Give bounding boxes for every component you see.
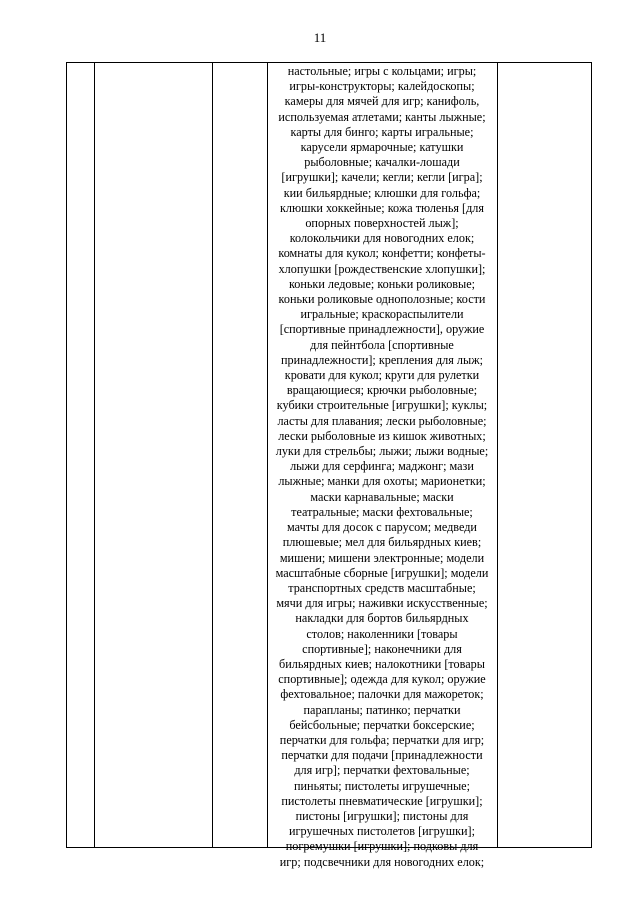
cell-text-line: хлопушки [рождественские хлопушки]; (278, 261, 486, 276)
cell-text-line: бильярдных киев; налокотники [товары (279, 656, 485, 671)
cell-text-line: вращающиеся; крючки рыболовные; (286, 383, 478, 398)
cell-text-line: коньки роликовые однополозные; кости (278, 292, 486, 307)
cell-text-line: плюшевые; мел для бильярдных киев; (282, 535, 482, 550)
cell-text-line: накладки для бортов бильярдных (295, 611, 469, 626)
cell-text-line: используемая атлетами; канты лыжные; (278, 109, 486, 124)
cell-text-line: карусели ярмарочные; катушки (300, 140, 464, 155)
cell-text-line: мишени; мишени электронные; модели (279, 550, 485, 565)
cell-text-line: кии бильярдные; клюшки для гольфа; (283, 185, 481, 200)
cell-text-line: игры-конструкторы; калейдоскопы; (289, 79, 475, 94)
cell-text-line: пистоны [игрушки]; пистоны для (295, 808, 469, 823)
cell-text-line: перчатки для подачи [принадлежности (281, 748, 483, 763)
cell-text-line: [спортивные принадлежности], оружие (279, 322, 485, 337)
cell-text-line: лески рыболовные из кишок животных; (278, 428, 486, 443)
cell-text-line: луки для стрельбы; лыжи; лыжи водные; (275, 444, 489, 459)
cell-text-line: [игрушки]; качели; кегли; кегли [игра]; (281, 170, 483, 185)
cell-text-line: камеры для мячей для игр; канифоль, (284, 94, 480, 109)
page-number: 11 (313, 30, 327, 45)
cell-text-line: парапланы; патинко; перчатки (303, 702, 461, 717)
cell-text-line: коньки ледовые; коньки роликовые; (288, 276, 476, 291)
cell-text-line: кубики строительные [игрушки]; куклы; (276, 398, 488, 413)
cell-text-line: транспортных средств масштабные; (288, 580, 476, 595)
cell-text-line: опорных поверхностей лыж]; (305, 216, 459, 231)
goods-table (66, 62, 592, 869)
cell-text-line: настольные; игры с кольцами; игры; (287, 64, 477, 78)
cell-text-line: игральные; краскораспылители (300, 307, 464, 322)
cell-text-line: колокольчики для новогодних елок; (289, 231, 475, 246)
cell-text-line: перчатки для гольфа; перчатки для игр; (279, 732, 485, 747)
cell-text-line: спортивные]; одежда для кукол; оружие (278, 672, 486, 687)
cell-text-line: фехтовальное; палочки для мажореток; (280, 687, 484, 702)
cell-text-line: пиньяты; пистолеты игрушечные; (294, 778, 470, 793)
cell-text-line: театральные; маски фехтовальные; (291, 504, 473, 519)
cell-text-line: маски карнавальные; маски (310, 489, 454, 504)
cell-text-line: игр; подсвечники для новогодних елок; (279, 854, 485, 869)
cell-text-line: для игр]; перчатки фехтовальные; (294, 763, 470, 778)
cell-text-line: столов; наколенники [товары (306, 626, 458, 641)
cell-text-line: мячи для игры; наживки искусственные; (276, 596, 488, 611)
cell-text-line: лыжи для серфинга; маджонг; мази (290, 459, 474, 474)
cell-text-line: клюшки хоккейные; кожа тюленья [для (280, 200, 484, 215)
cell-text-line: для пейнтбола [спортивные (310, 337, 454, 352)
cell-text-line: принадлежности]; крепления для лыж; (281, 352, 483, 367)
cell-text-line: мачты для досок с парусом; медведи (287, 520, 477, 535)
cell-text-line: карты для бинго; карты игральные; (290, 124, 474, 139)
cell-text-line: пистолеты пневматические [игрушки]; (281, 793, 483, 808)
column-divider (212, 63, 213, 847)
cell-text-line: погремушки [игрушки]; подковы для (285, 839, 479, 854)
cell-text-line: спортивные]; наконечники для (302, 641, 462, 656)
cell-text-line: комнаты для кукол; конфетти; конфеты- (278, 246, 486, 261)
cell-text-line: ласты для плавания; лески рыболовные; (277, 413, 487, 428)
cell-text-line: рыболовные; качалки-лошади (304, 155, 460, 170)
cell-text-line: бейсбольные; перчатки боксерские; (289, 717, 475, 732)
goods-list-cell (268, 64, 496, 870)
column-divider (94, 63, 95, 847)
cell-text-line: игрушечных пистолетов [игрушки]; (288, 824, 475, 839)
cell-text-line: кровати для кукол; круги для рулетки (284, 368, 480, 383)
cell-text-line: лыжные; манки для охоты; марионетки; (278, 474, 486, 489)
column-divider (497, 63, 498, 847)
cell-text-line: масштабные сборные [игрушки]; модели (275, 565, 489, 580)
